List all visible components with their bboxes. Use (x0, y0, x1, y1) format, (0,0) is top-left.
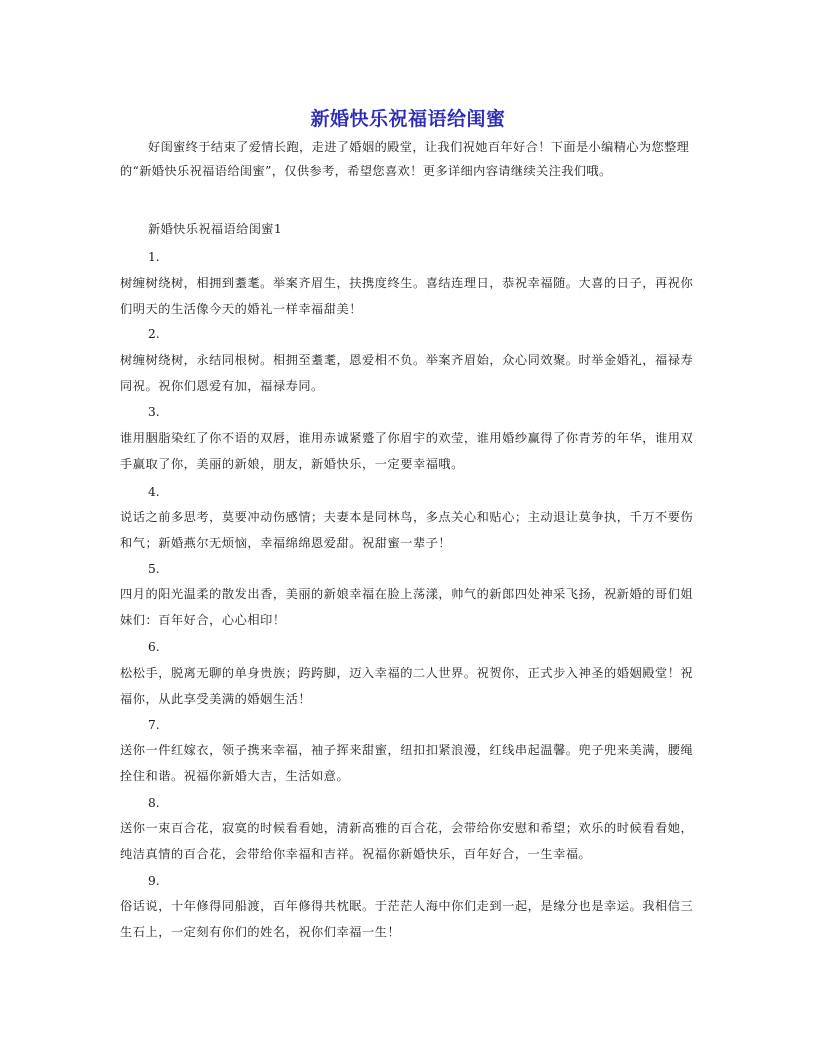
item-number: 5. (148, 562, 160, 576)
item-number: 4. (148, 485, 160, 499)
page-title: 新婚快乐祝福语给闺蜜 (310, 108, 506, 130)
item-text: 松松手，脱离无聊的单身贵族；跨跨脚，迈入幸福的二人世界。祝贺你，正式步入神圣的婚姻殿堂！祝福你，从此享受美满的婚姻生活！ (120, 666, 694, 706)
intro-paragraph: 好闺蜜终于结束了爱情长跑，走进了婚姻的殿堂，让我们祝她百年好合！下面是小编精心为您整理的“新婚快乐祝福语给闺蜜”，仅供参考，希望您喜欢！更多详细内容请继续关注我们哦。 (120, 140, 690, 178)
item-text: 俗话说，十年修得同船渡，百年修得共枕眠。于茫茫人海中你们走到一起，是缘分也是幸运。我相信三生石上，一定刻有你们的姓名，祝你们幸福一生！ (120, 899, 694, 939)
item-text: 送你一件红嫁衣，领子携来幸福，袖子挥来甜蜜，纽扣扣紧浪漫，红线串起温馨。兜子兜来美满，腰绳拴住和谐。祝福你新婚大吉，生活如意。 (120, 743, 694, 783)
item-text: 四月的阳光温柔的散发出香，美丽的新娘幸福在脸上荡漾，帅气的新郎四处神采飞扬，祝新婚的哥们姐妹们：百年好合，心心相印！ (120, 587, 694, 627)
item-number: 2. (148, 327, 160, 341)
item-number: 8. (148, 796, 160, 810)
section-heading: 新婚快乐祝福语给闺蜜1 (148, 222, 283, 236)
item-number: 7. (148, 718, 160, 732)
item-number: 3. (148, 405, 160, 419)
item-number: 1. (148, 250, 160, 264)
item-text: 树缠树绕树，永结同根树。相拥至耋耄，恩爱相不负。举案齐眉始，众心同效聚。时举金婚礼，福禄寿同祝。祝你们恩爱有加，福禄寿同。 (120, 353, 694, 393)
item-number: 9. (148, 874, 160, 888)
item-text: 树缠树绕树，相拥到耋耄。举案齐眉生，扶携度终生。喜结连理日，恭祝幸福随。大喜的日子，再祝你们明天的生活像今天的婚礼一样幸福甜美！ (120, 276, 694, 316)
item-text: 谁用胭脂染红了你不语的双唇，谁用赤诚紧蹙了你眉宇的欢莹，谁用婚纱赢得了你青芳的年华，谁用双手赢取了你，美丽的新娘，朋友，新婚快乐，一定要幸福哦。 (120, 431, 694, 471)
item-text: 说话之前多思考，莫要冲动伤感情；夫妻本是同林鸟，多点关心和贴心；主动退让莫争执，千万不要伤和气；新婚燕尔无烦恼，幸福绵绵恩爱甜。祝甜蜜一辈子！ (120, 510, 694, 550)
item-text: 送你一束百合花，寂寞的时候看看她，清新高雅的百合花，会带给你安慰和希望；欢乐的时候看看她，纯洁真情的百合花，会带给你幸福和吉祥。祝福你新婚快乐，百年好合，一生幸福。 (120, 821, 694, 861)
item-number: 6. (148, 640, 160, 654)
